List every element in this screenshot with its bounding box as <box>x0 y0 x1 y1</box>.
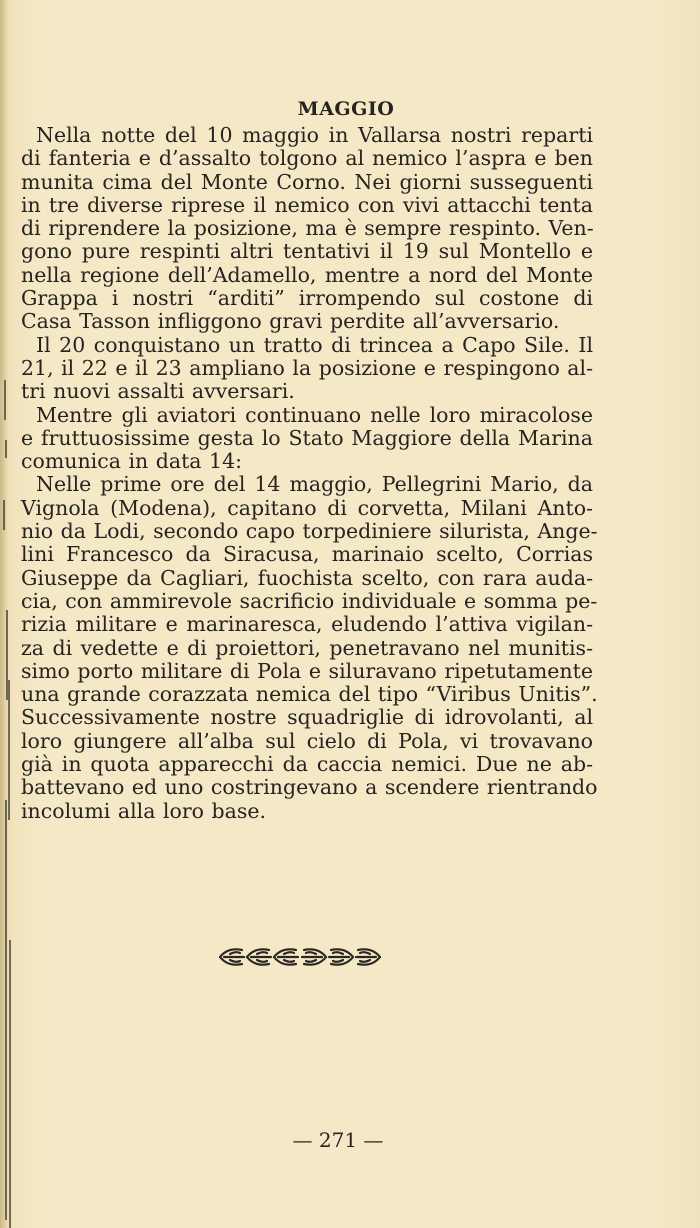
text-line: comunica in data 14: <box>21 449 243 474</box>
text-line: loro giungere all’alba sul cielo di Pola, vi trovavano <box>21 728 593 753</box>
text-line: nella regione dell’Adamello, mentre a nord del Monte <box>21 262 593 287</box>
text-line: munita cima del Monte Corno. Nei giorni susseguenti <box>21 169 593 194</box>
text-line: rizia militare e marinaresca, eludendo l’attiva vigilan- <box>21 612 593 637</box>
text-line: gono pure respinti altri tentativi il 19 sul Montello e <box>21 239 593 264</box>
text-line: simo porto militare di Pola e siluravano ripetutamente <box>21 658 593 683</box>
text-line: 21, il 22 e il 23 ampliano la posizione e respingono al- <box>21 355 594 380</box>
text-line: Successivamente nostre squadriglie di idrovolanti, al <box>21 705 593 730</box>
text-line: Il 20 conquistano un tratto di trincea a Capo Sile. Il <box>36 332 593 357</box>
text-line: in tre diverse riprese il nemico con vivi attacchi tenta <box>21 192 593 217</box>
text-line: di riprendere la posizione, ma è sempre respinto. Ven- <box>21 216 594 241</box>
text-line: nio da Lodi, secondo capo torpediniere silurista, Ange- <box>21 519 598 544</box>
text-line: tri nuovi assalti avversari. <box>21 379 295 404</box>
text-line: Casa Tasson infliggono gravi perdite all’avversario. <box>21 309 560 334</box>
text-line: e fruttuosissime gesta lo Stato Maggiore della Marina <box>21 425 593 450</box>
text-line: Nella notte del 10 maggio in Vallarsa nostri reparti <box>36 123 593 147</box>
text-line: Giuseppe da Cagliari, fuochista scelto, con rara auda- <box>21 565 593 590</box>
text-line: Grappa i nostri “arditi” irrompendo sul costone di <box>21 286 593 311</box>
text-line: battevano ed uno costringevano a scendere rientrando <box>21 775 598 800</box>
text-line: già in quota apparecchi da caccia nemici. Due ne ab- <box>21 752 593 777</box>
page-binding-edge <box>3 380 13 1228</box>
page-number: — 271 — <box>292 1128 384 1152</box>
text-line: lini Francesco da Siracusa, marinaio scelto, Corrias <box>21 542 593 567</box>
text-line: di fanteria e d’assalto tolgono al nemico l’aspra e ben <box>21 146 593 171</box>
text-line: za di vedette e di proiettori, penetravano nel munitis- <box>21 635 593 660</box>
text-line: Vignola (Modena), capitano di corvetta, Milani Anto- <box>21 495 593 520</box>
text-line: Nelle prime ore del 14 maggio, Pellegrini Mario, da <box>36 472 593 497</box>
section-heading: MAGGIO <box>297 98 395 120</box>
text-line: cia, con ammirevole sacrificio individuale e somma pe- <box>21 588 598 613</box>
text-line: Mentre gli aviatori continuano nelle loro miracolose <box>36 402 593 427</box>
body-text <box>21 123 598 823</box>
text-line: una grande corazzata nemica del tipo “Viribus Unitis”. <box>21 682 598 707</box>
text-line: incolumi alla loro base. <box>21 798 266 823</box>
laurel-ornament-icon <box>218 942 382 972</box>
